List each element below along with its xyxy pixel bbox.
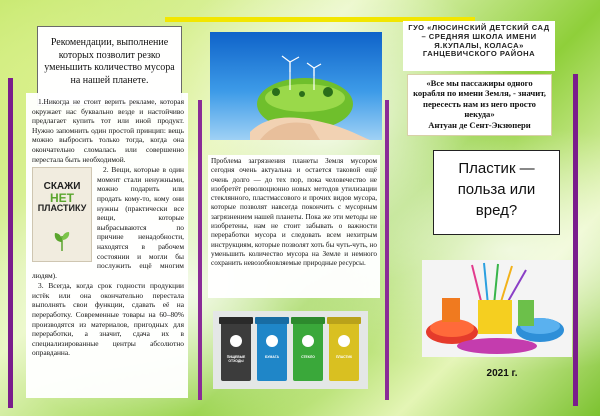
- bin-label-glass: СТЕКЛО: [301, 355, 315, 359]
- recommendations-title: Рекомендации, выполнение которых позволит резко уменьшить количество мусора на нашей планете.: [44, 37, 175, 86]
- bins-illustration: [213, 311, 368, 389]
- center-left-purple-bar: [198, 100, 202, 400]
- right-purple-bar: [573, 74, 578, 406]
- pollution-problem-text: Проблема загрязнения планеты Земля мусором сегодня очень актуальна и остается таковой ещё очень долго — до тех пор, пока человечество не изобретёт революционно новых методов утилизации стеклянного, пластмассового и прочих видов мусора, которые позволят навсегда покончить с мусорным загрязнением нашей планеты. Пока же эти методы не изобретены, нам не стоит забывать о важности переработки мусора и следовать всем нехитрым инструкциям, которые позволят хоть бы чуть-чуть, но уменьшить количество мусора на Земле и немного сохранить невозобновляемые природные ресурсы.: [208, 155, 380, 298]
- poster-line-2: НЕТ: [50, 190, 74, 205]
- brochure-title: Пластик — польза или вред?: [433, 150, 560, 235]
- saint-exupery-quote: [407, 74, 552, 136]
- quote-author: Антуан де Сент-Экзюпери: [428, 119, 531, 130]
- plastic-items-illustration: [422, 260, 572, 357]
- poster-line-1: СКАЖИ: [43, 181, 81, 193]
- leaf-icon: [51, 230, 73, 252]
- organization-name: ГУО «ЛЮСИНСКИЙ ДЕТСКИЙ САД – СРЕДНЯЯ ШКОЛА ИМЕНИ Я.КУПАЛЫ, КОЛАСА» ГАНЦЕВИЧСКОГО РАЙОНА: [403, 21, 555, 71]
- advice-item-1: 1.Никогда не стоит верить рекламе, которая окружает нас буквально везде и настойчиво предлагает купить тот или иной продукт. Нужно запомнить один простой принцип: вещь можно выбросить только тогда, когда она окончательно сломалась или совершенно перестала быть необходимой.: [32, 97, 184, 164]
- plastic-tableware-photo: [422, 260, 572, 357]
- bin-label-paper: БУМАГА: [265, 355, 279, 359]
- poster-line-3: ПЛАСТИКУ: [37, 202, 87, 213]
- year-label: 2021 г.: [486, 368, 518, 379]
- say-no-to-plastic-poster: [32, 167, 92, 262]
- hand-globe-photo: [210, 32, 382, 140]
- advice-item-3: 3. Всегда, когда срок годности продукции истёк или она окончательно перестала выполнять свои функции, сдавать её на переработку. Современные товары на 60–80% производятся из материалов, пригодных для переработки, а значит, сдача их в специализированные центры абсолютно оправданна.: [32, 281, 184, 358]
- center-right-purple-bar: [385, 100, 389, 400]
- globe-illustration: [210, 32, 382, 140]
- quote-text: «Все мы пассажиры одного корабля по имени Земля, - значит, пересесть нам из него просто некуда»: [413, 78, 546, 120]
- advice-section: [26, 93, 188, 398]
- advice-item-2: 2. Вещи, которые в один момент стали ненужными, можно подарить или продать кому-то, кому они нужны (практически все вещи, которые выбрасываются по причине ненадобности, находятся в рабочем состоянии и могли бы послужить ещё многим людям).: [32, 165, 184, 280]
- left-purple-bar: [8, 78, 13, 408]
- recycling-bins-photo: [213, 311, 368, 389]
- bin-label-plastic: ПЛАСТИК: [335, 355, 353, 359]
- bin-label-food: ПИЩЕВЫЕ ОТХОДЫ: [226, 355, 246, 363]
